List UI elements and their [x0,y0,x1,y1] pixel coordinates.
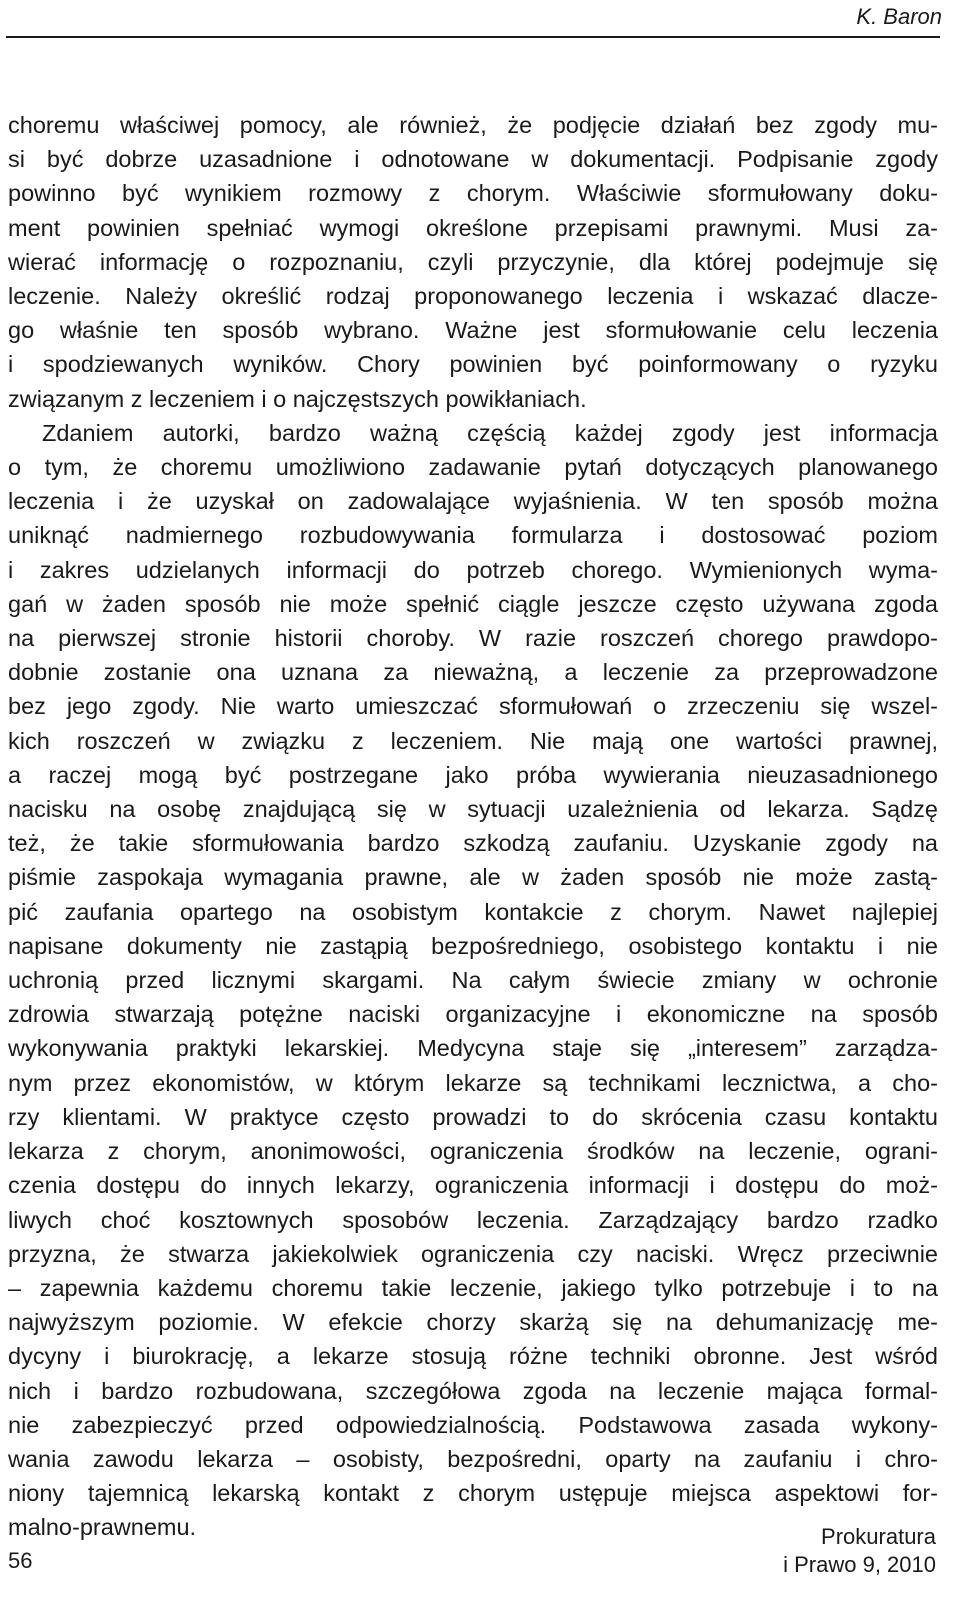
running-header-author: K. Baron [856,4,942,29]
text-line: pić zaufania opartego na osobistym kontakcie z chorym. Nawet najlepiej [8,898,938,925]
body-text [8,108,938,1545]
text-line: a raczej mogą być postrzegane jako próba wywierania nieuzasadnionego [8,761,938,788]
text-line: lekarza z chorym, anonimowości, ograniczenia środków na leczenie, ograni- [8,1138,938,1165]
text-line: Zdaniem autorki, bardzo ważną częścią każdej zgody jest informacja [42,419,938,446]
text-line: związanym z leczeniem i o najczęstszych powikłaniach. [8,385,587,412]
text-line: powinno być wynikiem rozmowy z chorym. Właściwie sformułowany doku- [8,180,938,207]
text-line: choremu właściwej pomocy, ale również, że podjęcie działań bez zgody mu- [8,112,938,138]
text-line: nich i bardzo rozbudowana, szczegółowa zgoda na leczenie mająca formal- [8,1377,938,1404]
text-line: rzy klientami. W praktyce często prowadzi to do skrócenia czasu kontaktu [8,1103,938,1130]
text-line: i spodziewanych wyników. Chory powinien być poinformowany o ryzyku [8,351,938,378]
text-line: nacisku na osobę znajdującą się w sytuacji uzależnienia od lekarza. Sądzę [8,796,938,823]
text-line: – zapewnia każdemu choremu takie leczenie, jakiego tylko potrzebuje i to na [8,1274,938,1301]
text-line: uniknąć nadmiernego rozbudowywania formularza i dostosować poziom [8,522,938,549]
text-line: o tym, że choremu umożliwiono zadawanie pytań dotyczących planowanego [8,454,938,481]
text-line: liwych choć kosztownych sposobów leczenia. Zarządzający bardzo rzadko [8,1206,938,1233]
journal-issue: i Prawo 9, 2010 [783,1552,936,1577]
text-line: piśmie zaspokaja wymagania prawne, ale w żaden sposób nie może zastą- [8,864,938,891]
text-line: też, że takie sformułowania bardzo szkodzą zaufaniu. Uzyskanie zgody na [8,830,938,857]
text-line: na pierwszej stronie historii choroby. W razie roszczeń chorego prawdopo- [8,625,938,652]
text-line: wykonywania praktyki lekarskiej. Medycyna staje się „interesem” zarządza- [8,1035,938,1062]
text-line: nie zabezpieczyć przed odpowiedzialnością. Podstawowa zasada wykony- [8,1411,938,1438]
text-line: uchronią przed licznymi skargami. Na całym świecie zmiany w ochronie [8,967,938,994]
text-line: leczenia i że uzyskał on zadowalające wyjaśnienia. W ten sposób można [8,488,938,515]
text-line: czenia dostępu do innych lekarzy, ograniczenia informacji i dostępu do moż- [8,1172,938,1199]
text-line: niony tajemnicą lekarską kontakt z chorym ustępuje miejsca aspektowi for- [8,1480,938,1507]
text-line: wierać informację o rozpoznaniu, czyli przyczynie, dla której podejmuje się [8,248,938,275]
header-rule [6,36,940,38]
text-line: si być dobrze uzasadnione i odnotowane w dokumentacji. Podpisanie zgody [8,146,938,173]
text-line: nym przez ekonomistów, w którym lekarze są technikami lecznictwa, a cho- [8,1069,938,1096]
text-line: malno-prawnemu. [8,1514,197,1541]
text-line: przyzna, że stwarza jakiekolwiek ograniczenia czy naciski. Wręcz przeciwnie [8,1240,938,1267]
journal-title: Prokuratura [821,1524,936,1549]
text-line: bez jego zgody. Nie warto umieszczać sformułowań o zrzeczeniu się wszel- [8,693,938,720]
text-line: leczenie. Należy określić rodzaj proponowanego leczenia i wskazać dlacze- [8,283,938,310]
text-line: ment powinien spełniać wymogi określone przepisami prawnymi. Musi za- [8,214,938,241]
text-line: napisane dokumenty nie zastąpią bezpośredniego, osobistego kontaktu i nie [8,932,938,959]
text-line: dobnie zostanie ona uznana za nieważną, a leczenie za przeprowadzone [8,659,938,686]
text-line: gań w żaden sposób nie może spełnić ciągle jeszcze często używana zgoda [8,590,938,617]
journal-citation [783,1523,936,1579]
text-line: kich roszczeń w związku z leczeniem. Nie mają one wartości prawnej, [8,727,938,754]
page-number: 56 [8,1548,33,1573]
text-line: najwyższym poziomie. W efekcie chorzy skarżą się na dehumanizację me- [8,1309,938,1336]
text-line: wania zawodu lekarza – osobisty, bezpośredni, oparty na zaufaniu i chro- [8,1445,938,1472]
text-line: go właśnie ten sposób wybrano. Ważne jest sformułowanie celu leczenia [8,317,938,344]
text-line: i zakres udzielanych informacji do potrzeb chorego. Wymienionych wyma- [8,556,938,583]
text-line: zdrowia stwarzają potężne naciski organizacyjne i ekonomiczne na sposób [8,1001,938,1028]
text-line: dycyny i biurokrację, a lekarze stosują różne techniki obronne. Jest wśród [8,1343,938,1370]
